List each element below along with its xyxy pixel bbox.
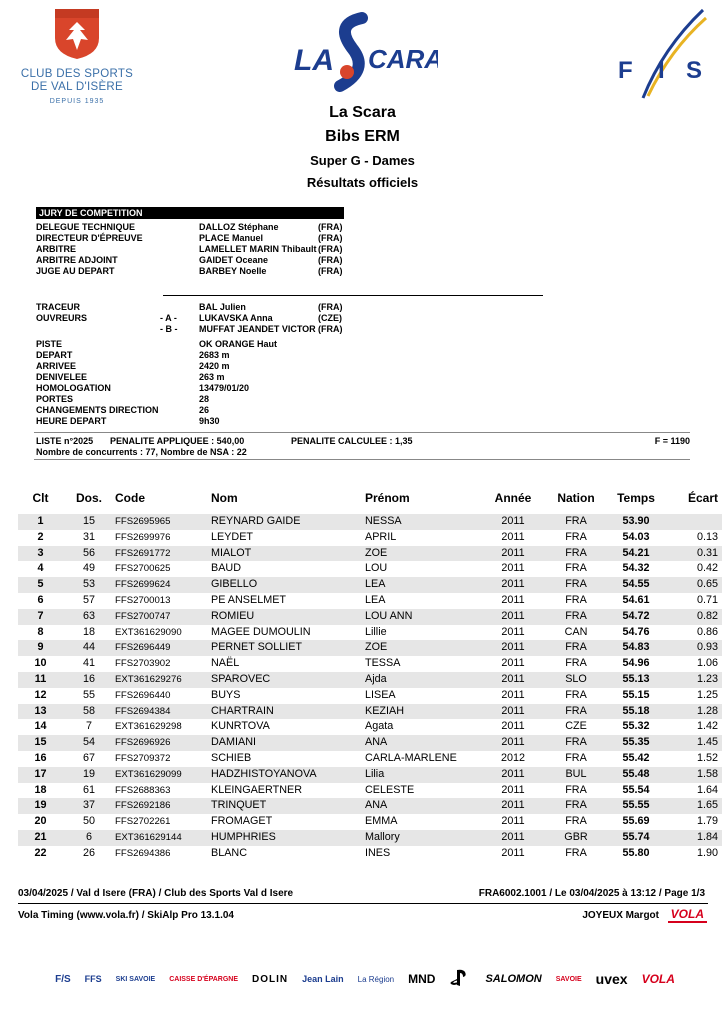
- cell-gap: 1.42: [696, 720, 718, 733]
- cell-time: 54.83: [609, 640, 663, 656]
- cell-gap: 0.65: [663, 577, 722, 593]
- cell-year: 2011: [483, 798, 543, 814]
- cell-gap: 1.64: [696, 783, 718, 796]
- cell-nation: FRA: [565, 593, 587, 606]
- penalty-row: LISTE n°2025 PENALITE APPLIQUEE : 540,00 PENALITE CALCULEE : 1,35 F = 1190: [36, 436, 690, 446]
- result-row: [18, 672, 722, 688]
- cell-time: 54.03: [622, 530, 650, 543]
- cell-bib: 56: [63, 546, 115, 562]
- result-row: [18, 514, 722, 530]
- cell-gap: 0.93: [663, 640, 722, 656]
- bibs-title: Bibs ERM: [325, 128, 400, 145]
- cell-code: FFS2694386: [115, 847, 171, 859]
- cell-rank: 20: [34, 815, 47, 828]
- cell-year: 2011: [501, 815, 525, 828]
- mnd-logo: MND: [408, 972, 436, 986]
- cell-first-name: LOU ANN: [365, 609, 483, 625]
- cell-year: 2011: [483, 704, 543, 720]
- cell-first-name: Lillie: [365, 625, 387, 638]
- cell-code: EXT361629090: [115, 626, 182, 638]
- course-detail-row: DEPART 2683 m: [36, 350, 230, 360]
- result-row: [18, 625, 722, 641]
- cell-last-name: SCHIEB: [211, 751, 252, 764]
- la-scara-logo: [290, 10, 438, 94]
- cell-first-name: CARLA-MARLENE: [365, 751, 457, 764]
- results-header: [18, 488, 722, 508]
- course-detail-row: PISTE OK ORANGE Haut: [36, 339, 278, 349]
- divider: [34, 432, 690, 433]
- cell-bib: 37: [63, 798, 115, 814]
- cell-code: FFS2699976: [115, 531, 171, 543]
- result-row: [18, 814, 722, 830]
- divider: [34, 459, 690, 460]
- cell-gap: 0.31: [663, 546, 722, 562]
- cell-time: 54.55: [609, 577, 663, 593]
- cell-rank: 3: [18, 546, 63, 562]
- cell-bib: 18: [82, 625, 95, 638]
- result-row: [18, 530, 722, 546]
- col-dos: Dos.: [75, 491, 102, 505]
- event-title: La Scara: [329, 104, 396, 121]
- cell-code: FFS2703902: [115, 658, 171, 670]
- cell-code: FFS2709372: [115, 752, 171, 764]
- fis-logo: F/S: [55, 973, 71, 985]
- concurrents-count: Nombre de concurrents : 77, Nombre de NSA : 22: [36, 447, 247, 457]
- cell-bib: 63: [63, 609, 115, 625]
- vola-logo: VOLA: [641, 972, 675, 986]
- cell-first-name: Ajda: [365, 672, 483, 688]
- cell-year: 2011: [483, 609, 543, 625]
- cell-code: EXT361629276: [115, 672, 211, 688]
- cell-nation: FRA: [543, 640, 609, 656]
- cell-rank: 10: [34, 657, 47, 670]
- result-row: [18, 735, 722, 751]
- cell-code: FFS2694384: [115, 704, 211, 720]
- cell-bib: 54: [63, 735, 115, 751]
- cell-rank: 15: [18, 735, 63, 751]
- ouvreur-row: - B - MUFFAT JEANDET VICTOR (FRA): [160, 324, 343, 334]
- cell-first-name: EMMA: [365, 815, 398, 828]
- result-row: [18, 656, 722, 672]
- cell-year: 2011: [483, 672, 543, 688]
- cell-bib: 49: [82, 562, 95, 575]
- svg-text:CARA: CARA: [368, 44, 438, 74]
- savoie-logo: SAVOIE: [555, 975, 582, 983]
- cell-bib: 55: [82, 688, 95, 701]
- cell-nation: FRA: [565, 783, 587, 796]
- cell-last-name: MAGEE DUMOULIN: [211, 625, 311, 638]
- cell-rank: 11: [18, 672, 63, 688]
- uvex-logo: uvex: [595, 971, 628, 987]
- course-detail-row: HOMOLOGATION 13479/01/20: [36, 383, 250, 393]
- result-row: [18, 609, 722, 625]
- cell-last-name: LEYDET: [211, 530, 254, 543]
- vola-logo: VOLA: [668, 907, 707, 923]
- svg-text:LA: LA: [294, 44, 334, 77]
- cell-nation: FRA: [543, 735, 609, 751]
- playstation-logo: [449, 969, 471, 990]
- cell-nation: FRA: [565, 530, 587, 543]
- cell-first-name: ZOE: [365, 640, 483, 656]
- cell-code: FFS2696926: [115, 735, 211, 751]
- course-detail-row: PORTES 28: [36, 394, 210, 404]
- cell-gap: 1.23: [663, 672, 722, 688]
- cell-time: 55.69: [622, 815, 650, 828]
- cell-bib: 15: [63, 514, 115, 530]
- cell-last-name: MIALOT: [211, 546, 365, 562]
- footer-operator: JOYEUX Margot: [582, 910, 659, 921]
- cell-gap: 1.45: [663, 735, 722, 751]
- cell-year: 2011: [501, 846, 525, 859]
- cell-bib: 41: [82, 657, 95, 670]
- cell-time: 54.72: [609, 609, 663, 625]
- cell-code: FFS2702261: [115, 816, 171, 828]
- cell-code: FFS2695965: [115, 514, 211, 530]
- cell-last-name: NAËL: [211, 657, 240, 670]
- cell-rank: 17: [18, 767, 63, 783]
- footer-right: FRA6002.1001 / Le 03/04/2025 à 13:12 / Page 1/3: [478, 888, 705, 899]
- col-annee: Année: [494, 491, 532, 505]
- cell-code: FFS2700013: [115, 594, 171, 606]
- course-detail-row: ARRIVEE 2420 m: [36, 361, 230, 371]
- la-region-logo: La Région: [357, 974, 395, 984]
- cell-first-name: LOU: [365, 562, 388, 575]
- cell-bib: 58: [63, 704, 115, 720]
- cell-code: FFS2700625: [115, 563, 171, 575]
- cell-last-name: CHARTRAIN: [211, 704, 365, 720]
- cell-last-name: HADZHISTOYANOVA: [211, 767, 365, 783]
- divider: [18, 903, 708, 904]
- cell-year: 2011: [483, 640, 543, 656]
- cell-nation: FRA: [543, 798, 609, 814]
- cell-first-name: LISEA: [365, 688, 396, 701]
- cell-last-name: ROMIEU: [211, 609, 365, 625]
- cell-gap: 1.79: [696, 815, 718, 828]
- cell-first-name: Mallory: [365, 830, 483, 846]
- cell-nation: GBR: [543, 830, 609, 846]
- result-row: [18, 798, 722, 814]
- cell-nation: SLO: [543, 672, 609, 688]
- cell-year: 2011: [501, 783, 525, 796]
- course-detail-row: DENIVELEE 263 m: [36, 372, 225, 382]
- ffs-logo: FFS: [84, 974, 102, 984]
- result-row: [18, 640, 722, 656]
- cell-bib: 6: [63, 830, 115, 846]
- cell-last-name: TRINQUET: [211, 798, 365, 814]
- cell-time: 55.54: [622, 783, 650, 796]
- cell-first-name: Agata: [365, 720, 394, 733]
- cell-bib: 31: [82, 530, 95, 543]
- cell-gap: 0.71: [696, 593, 718, 606]
- cell-nation: FRA: [543, 704, 609, 720]
- cell-time: 54.96: [622, 657, 650, 670]
- status-title: Résultats officiels: [306, 175, 419, 190]
- cell-last-name: FROMAGET: [211, 815, 273, 828]
- cell-first-name: KEZIAH: [365, 704, 483, 720]
- cell-first-name: INES: [365, 846, 391, 859]
- cell-code: FFS2691772: [115, 546, 211, 562]
- cell-rank: 4: [37, 562, 44, 575]
- cell-rank: 6: [37, 593, 44, 606]
- cell-gap: [663, 514, 722, 530]
- svg-text:F: F: [618, 57, 633, 84]
- jean-lain-logo: Jean Lain: [302, 974, 344, 984]
- cell-nation: FRA: [565, 815, 587, 828]
- cell-first-name: Lilia: [365, 767, 483, 783]
- cell-rank: 12: [34, 688, 47, 701]
- cell-rank: 14: [34, 720, 47, 733]
- traceur-row: TRACEUR BAL Julien (FRA): [36, 302, 343, 312]
- cell-time: 54.21: [609, 546, 663, 562]
- cell-gap: 0.42: [696, 562, 718, 575]
- cell-gap: 0.86: [696, 625, 718, 638]
- cell-nation: FRA: [543, 577, 609, 593]
- cell-nation: FRA: [543, 546, 609, 562]
- cell-rank: 5: [18, 577, 63, 593]
- club-logo: [18, 8, 138, 108]
- fis-logo: [608, 8, 708, 103]
- cell-first-name: LEA: [365, 593, 386, 606]
- col-prenom: Prénom: [365, 491, 410, 505]
- cell-bib: 44: [63, 640, 115, 656]
- cell-bib: 19: [63, 767, 115, 783]
- cell-bib: 50: [82, 815, 95, 828]
- sponsor-bar: [20, 962, 710, 996]
- cell-time: 55.18: [609, 704, 663, 720]
- cell-time: 54.32: [622, 562, 650, 575]
- cell-time: 53.90: [609, 514, 663, 530]
- cell-code: EXT361629298: [115, 721, 182, 733]
- cell-bib: 7: [85, 720, 92, 733]
- result-row: [18, 704, 722, 720]
- col-temps: Temps: [617, 491, 655, 505]
- cell-last-name: HUMPHRIES: [211, 830, 365, 846]
- result-row: [18, 577, 722, 593]
- cell-year: 2011: [483, 577, 543, 593]
- cell-rank: 18: [34, 783, 47, 796]
- cell-rank: 13: [18, 704, 63, 720]
- cell-first-name: CELESTE: [365, 783, 415, 796]
- footer-left: 03/04/2025 / Val d Isere (FRA) / Club des Sports Val d Isere: [18, 888, 294, 899]
- divider: [163, 295, 543, 296]
- cell-nation: FRA: [543, 514, 609, 530]
- cell-last-name: BAUD: [211, 562, 241, 575]
- col-clt: Clt: [32, 491, 49, 505]
- result-row: [18, 593, 722, 609]
- cell-bib: 26: [82, 846, 95, 859]
- course-detail-row: CHANGEMENTS DIRECTION 26: [36, 405, 210, 415]
- club-since: DEPUIS 1935: [49, 98, 105, 105]
- cell-gap: 1.84: [663, 830, 722, 846]
- cell-rank: 22: [34, 846, 47, 859]
- cell-last-name: BLANC: [211, 846, 248, 859]
- result-row: [18, 719, 722, 735]
- cell-time: 54.76: [622, 625, 650, 638]
- cell-gap: 1.90: [696, 846, 718, 859]
- cell-year: 2011: [483, 767, 543, 783]
- course-detail-row: HEURE DEPART 9h30: [36, 416, 220, 426]
- cell-code: EXT361629144: [115, 830, 211, 846]
- cell-rank: 16: [34, 751, 47, 764]
- cell-time: 55.35: [609, 735, 663, 751]
- cell-first-name: LEA: [365, 577, 483, 593]
- cell-year: 2012: [500, 751, 526, 764]
- footer-timing: Vola Timing (www.vola.fr) / SkiAlp Pro 13.1.04: [18, 910, 234, 921]
- cell-rank: 21: [18, 830, 63, 846]
- result-row: [18, 688, 722, 704]
- cell-gap: 1.52: [696, 751, 718, 764]
- cell-gap: 0.82: [663, 609, 722, 625]
- result-row: [18, 846, 722, 862]
- cell-gap: 1.65: [663, 798, 722, 814]
- cell-year: 2011: [483, 514, 543, 530]
- cell-year: 2011: [501, 530, 525, 543]
- cell-time: 55.48: [609, 767, 663, 783]
- col-ecart: Écart: [687, 491, 718, 505]
- cell-year: 2011: [501, 688, 525, 701]
- cell-time: 55.13: [609, 672, 663, 688]
- cell-nation: CAN: [564, 625, 588, 638]
- col-nation: Nation: [557, 491, 595, 505]
- cell-last-name: BUYS: [211, 688, 241, 701]
- cell-rank: 9: [18, 640, 63, 656]
- cell-time: 55.32: [622, 720, 650, 733]
- cell-bib: 53: [63, 577, 115, 593]
- cell-nation: FRA: [565, 688, 587, 701]
- cell-code: FFS2699624: [115, 577, 211, 593]
- cell-nation: FRA: [543, 609, 609, 625]
- svg-text:I: I: [658, 57, 665, 84]
- cell-last-name: SPAROVEC: [211, 672, 365, 688]
- course-info: [36, 302, 556, 432]
- cell-rank: 19: [18, 798, 63, 814]
- caisse-epargne-logo: CAISSE D'ÉPARGNE: [169, 975, 239, 983]
- cell-year: 2011: [501, 657, 525, 670]
- cell-gap: 1.06: [696, 657, 718, 670]
- col-code: Code: [115, 491, 145, 505]
- cell-time: 54.61: [622, 593, 650, 606]
- cell-gap: 1.28: [663, 704, 722, 720]
- cell-last-name: PE ANSELMET: [211, 593, 287, 606]
- cell-last-name: PERNET SOLLIET: [211, 640, 365, 656]
- result-row: [18, 751, 722, 767]
- cell-first-name: NESSA: [365, 514, 483, 530]
- jury-heading: JURY DE COMPETITION: [36, 207, 344, 219]
- cell-first-name: TESSA: [365, 657, 401, 670]
- cell-last-name: REYNARD GAIDE: [211, 514, 365, 530]
- cell-nation: FRA: [565, 751, 587, 764]
- result-row: [18, 783, 722, 799]
- salomon-logo: SALOMON: [485, 973, 542, 985]
- cell-time: 55.15: [622, 688, 650, 701]
- cell-year: 2011: [483, 546, 543, 562]
- col-nom: Nom: [211, 491, 238, 505]
- cell-year: 2011: [483, 830, 543, 846]
- cell-bib: 16: [63, 672, 115, 688]
- cell-nation: FRA: [565, 657, 587, 670]
- svg-text:S: S: [686, 57, 703, 84]
- cell-first-name: ANA: [365, 798, 483, 814]
- results-table: [18, 488, 722, 862]
- cell-last-name: KUNRTOVA: [211, 720, 270, 733]
- dolin-logo: DOLIN: [252, 973, 289, 985]
- result-row: [18, 546, 722, 562]
- discipline-title: Super G - Dames: [310, 153, 415, 168]
- cell-nation: FRA: [565, 562, 587, 575]
- cell-rank: 7: [18, 609, 63, 625]
- cell-rank: 8: [37, 625, 44, 638]
- result-row: [18, 830, 722, 846]
- cell-nation: BUL: [543, 767, 609, 783]
- result-row: [18, 561, 722, 577]
- cell-bib: 57: [82, 593, 95, 606]
- club-shield-icon: [54, 8, 100, 60]
- cell-last-name: DAMIANI: [211, 735, 365, 751]
- cell-code: EXT361629099: [115, 767, 211, 783]
- cell-bib: 67: [82, 751, 95, 764]
- cell-first-name: APRIL: [365, 530, 397, 543]
- cell-nation: CZE: [565, 720, 587, 733]
- cell-time: 55.55: [609, 798, 663, 814]
- cell-gap: 1.25: [696, 688, 718, 701]
- results-body: [18, 514, 722, 862]
- cell-time: 55.80: [622, 846, 650, 859]
- cell-first-name: ANA: [365, 735, 483, 751]
- cell-rank: 2: [37, 530, 44, 543]
- cell-rank: 1: [18, 514, 63, 530]
- cell-first-name: ZOE: [365, 546, 483, 562]
- cell-time: 55.42: [622, 751, 650, 764]
- result-row: [18, 767, 722, 783]
- cell-year: 2011: [483, 735, 543, 751]
- cell-last-name: KLEINGAERTNER: [211, 783, 302, 796]
- club-name: CLUB DES SPORTS DE VAL D'ISÈRE: [20, 68, 134, 93]
- cell-year: 2011: [501, 625, 525, 638]
- cell-time: 55.74: [609, 830, 663, 846]
- cell-year: 2011: [501, 593, 525, 606]
- cell-last-name: GIBELLO: [211, 577, 365, 593]
- cell-code: FFS2692186: [115, 798, 211, 814]
- cell-gap: 0.13: [696, 530, 718, 543]
- ouvreur-row: OUVREURS - A - LUKAVSKA Anna (CZE): [36, 313, 342, 323]
- cell-code: FFS2696449: [115, 640, 211, 656]
- cell-year: 2011: [501, 720, 525, 733]
- cell-code: FFS2696440: [115, 689, 171, 701]
- cell-gap: 1.58: [663, 767, 722, 783]
- cell-year: 2011: [501, 562, 525, 575]
- cell-nation: FRA: [565, 846, 587, 859]
- ski-savoie-logo: SKI SAVOIE: [115, 975, 156, 983]
- cell-code: FFS2688363: [115, 784, 171, 796]
- cell-bib: 61: [82, 783, 95, 796]
- cell-code: FFS2700747: [115, 609, 211, 625]
